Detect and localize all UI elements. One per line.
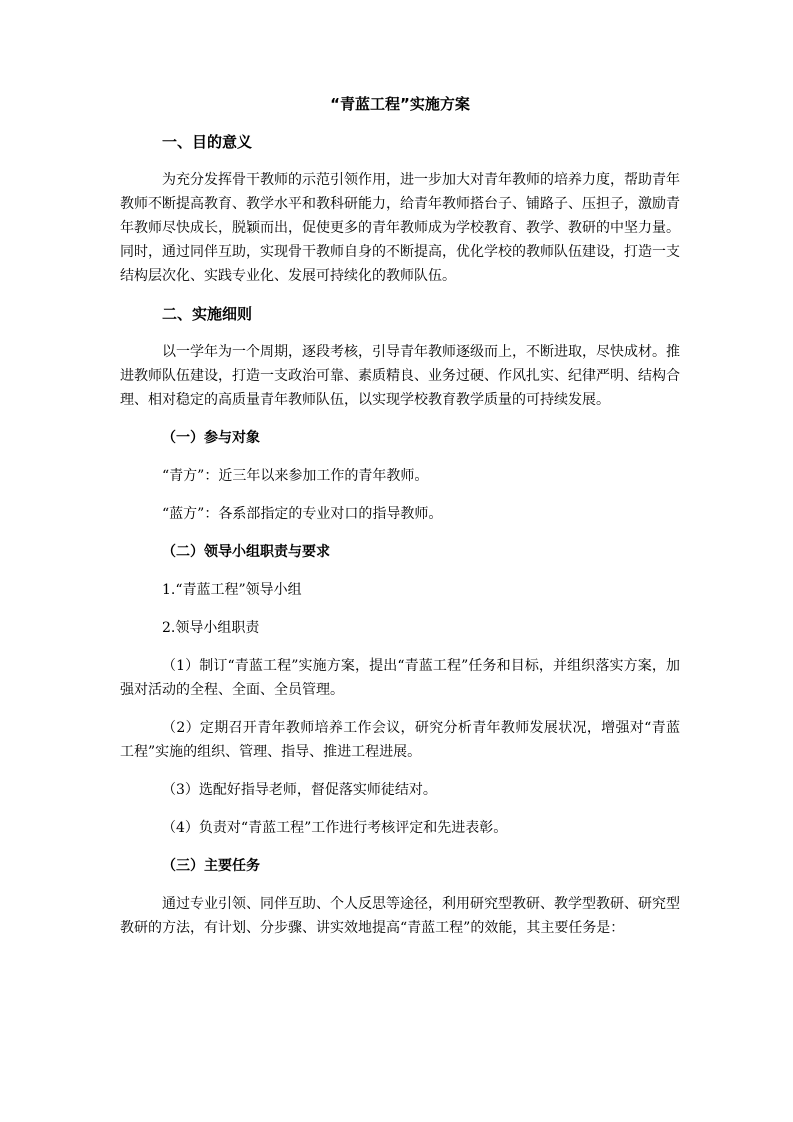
leadership-duty-1: （1）制订“青蓝工程”实施方案，提出“青蓝工程”任务和目标，并组织落实方案，加强对活动的全程、全面、全员管理。	[120, 658, 680, 698]
subsection-heading-participants: （一）参与对象	[162, 430, 260, 446]
subsection-heading-tasks: （三）主要任务	[162, 858, 260, 874]
document-title: “青蓝工程”实施方案	[330, 95, 470, 113]
leadership-duty-2: （2）定期召开青年教师培养工作会议，研究分析青年教师发展状况，增强对“青蓝工程”实施的组织、管理、指导、推进工程进展。	[120, 720, 680, 760]
document-page	[120, 92, 680, 954]
leadership-duty-4: （4）负责对“青蓝工程”工作进行考核评定和先进表彰。	[162, 820, 508, 836]
leadership-duty-3: （3）选配好指导老师，督促落实师徒结对。	[162, 782, 437, 798]
participant-qing: “青方”：近三年以来参加工作的青年教师。	[162, 468, 429, 484]
participant-lan: “蓝方”：各系部指定的专业对口的指导教师。	[162, 506, 443, 522]
leadership-item-1: 1.“青蓝工程”领导小组	[162, 582, 302, 598]
implementation-paragraph: 以一学年为一个周期，逐段考核，引导青年教师逐级而上，不断进取，尽快成材。推进教师队伍建设，打造一支政治可靠、素质精良、业务过硬、作风扎实、纪律严明、结构合理、相对稳定的高质量青年教师队伍，以实现学校教育教学质量的可持续发展。	[120, 344, 680, 408]
leadership-item-2: 2.领导小组职责	[162, 620, 260, 636]
subsection-heading-leadership: （二）领导小组职责与要求	[162, 544, 330, 560]
tasks-paragraph: 通过专业引领、同伴互助、个人反思等途径，利用研究型教研、教学型教研、研究型教研的方法，有计划、分步骤、讲实效地提高“青蓝工程”的效能，其主要任务是：	[120, 896, 680, 936]
purpose-paragraph: 为充分发挥骨干教师的示范引领作用，进一步加大对青年教师的培养力度，帮助青年教师不断提高教育、教学水平和教科研能力，给青年教师搭台子、铺路子、压担子，激励青年教师尽快成长，脱颖而出，促使更多的青年教师成为学校教育、教学、教研的中坚力量。同时，通过同伴互助，实现骨干教师自身的不断提高，优化学校的教师队伍建设，打造一支结构层次化、实践专业化、发展可持续化的教师队伍。	[120, 172, 680, 284]
section-heading-purpose: 一、目的意义	[162, 133, 253, 151]
section-heading-implementation: 二、实施细则	[162, 305, 253, 323]
